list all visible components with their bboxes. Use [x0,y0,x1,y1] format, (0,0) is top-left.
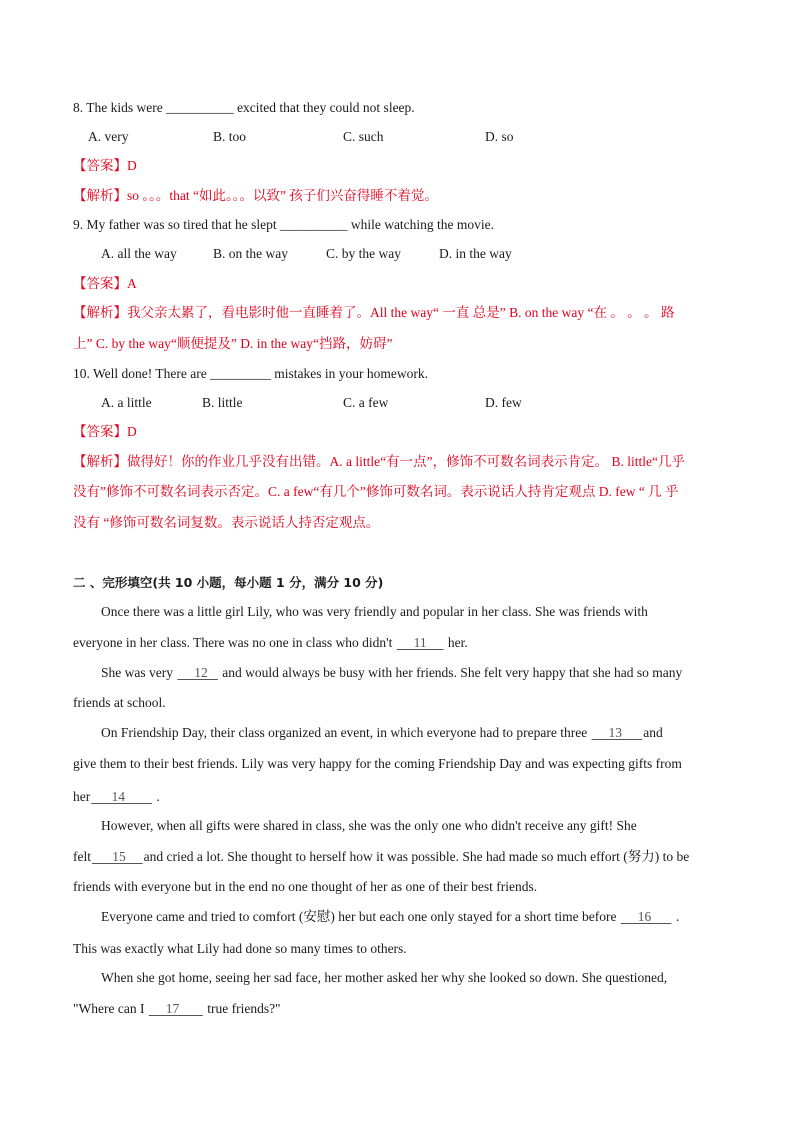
q8-analysis: 【解析】so 。。。that “如此。。。以致” 孩子们兴奋得睡不着觉。 [73,188,438,203]
q8-answer: 【答案】D [73,158,137,173]
q8-option-a: A. very [88,129,129,144]
passage-line [101,724,663,742]
passage-text: and cried a lot. She thought to herself how it was possible. She had made so much effort (努力) to be [143,849,690,864]
passage-text: her [73,789,91,804]
passage-text: and would always be busy with her friends. She felt very happy that she had so many [218,665,683,680]
blank-14: 14 [91,789,152,804]
q10-option-b: B. little [202,395,243,410]
blank-17: 17 [148,1001,203,1016]
passage-line: When she got home, seeing her sad face, her mother asked her why she looked so down. She questioned, [101,970,668,985]
passage-text: On Friendship Day, their class organized an event, in which everyone had to prepare three [101,725,591,740]
blank-15: 15 [92,849,143,864]
passage-text: . [672,909,680,924]
passage-line [73,1000,281,1018]
blank-13: 13 [591,725,643,740]
passage-line [73,634,468,652]
passage-text: Everyone came and tried to comfort (安慰) her but each one only stayed for a short time before [101,909,620,924]
passage-text: . [153,789,160,804]
q9-option-a: A. all the way [101,246,177,261]
passage-line [73,848,689,866]
q9-analysis-line-2: 上” C. by the way“顺便提及” D. in the way“挡路，妨碍” [73,336,393,351]
q10-analysis-line-3: 没有 “修饰可数名词复数。表示说话人持否定观点。 [73,515,380,530]
question-9-stem: 9. My father was so tired that he slept __________ while watching the movie. [73,217,495,232]
q10-answer: 【答案】D [73,424,137,439]
passage-text: felt [73,849,91,864]
passage-line [101,908,679,926]
q9-answer: 【答案】A [73,276,137,291]
q8-option-b: B. too [213,129,247,144]
passage-line [73,788,160,806]
passage-text: her. [444,635,468,650]
question-10-stem: 10. Well done! There are _________ mistakes in your homework. [73,366,428,381]
passage-line: friends at school. [73,695,166,710]
q10-option-a: A. a little [101,395,152,410]
passage-text: and [643,725,663,740]
passage-text: She was very [101,665,177,680]
question-8-stem: 8. The kids were __________ excited that they could not sleep. [73,100,415,115]
blank-16: 16 [620,909,672,924]
q10-analysis-line-2: 没有”修饰不可数名词表示否定。C. a few“有几个”修饰可数名词。表示说话人持肯定观点 D. few “ 几 乎 [73,484,679,499]
section-heading: 二 、完形填空(共 10 小题，每小题 1 分，满分 10 分) [73,575,384,590]
q9-option-b: B. on the way [213,246,288,261]
passage-line: friends with everyone but in the end no one thought of her as one of their best friends. [73,879,538,894]
passage-line: give them to their best friends. Lily was very happy for the coming Friendship Day and was expecting gifts from [73,756,682,771]
passage-line: This was exactly what Lily had done so many times to others. [73,941,407,956]
q10-option-c: C. a few [343,395,389,410]
q8-option-c: C. such [343,129,384,144]
passage-text: true friends?" [203,1001,281,1016]
passage-line: However, when all gifts were shared in class, she was the only one who didn't receive any gift! She [101,818,637,833]
q8-option-d: D. so [485,129,514,144]
passage-text: "Where can I [73,1001,148,1016]
q9-option-d: D. in the way [439,246,512,261]
passage-line: Once there was a little girl Lily, who was very friendly and popular in her class. She was friends with [101,604,648,619]
blank-11: 11 [396,635,444,650]
passage-line [101,664,682,682]
q10-option-d: D. few [485,395,522,410]
q9-analysis-line-1: 【解析】我父亲太累了，看电影时他一直睡着了。All the way“ 一直 总是” B. on the way “在 。 。 。 路 [73,305,675,320]
passage-text: everyone in her class. There was no one in class who didn't [73,635,396,650]
q10-analysis-line-1: 【解析】做得好！你的作业几乎没有出错。A. a little“有一点”，修饰不可数名词表示肯定。 B. little“几乎 [73,454,685,469]
blank-12: 12 [177,665,218,680]
q9-option-c: C. by the way [326,246,401,261]
